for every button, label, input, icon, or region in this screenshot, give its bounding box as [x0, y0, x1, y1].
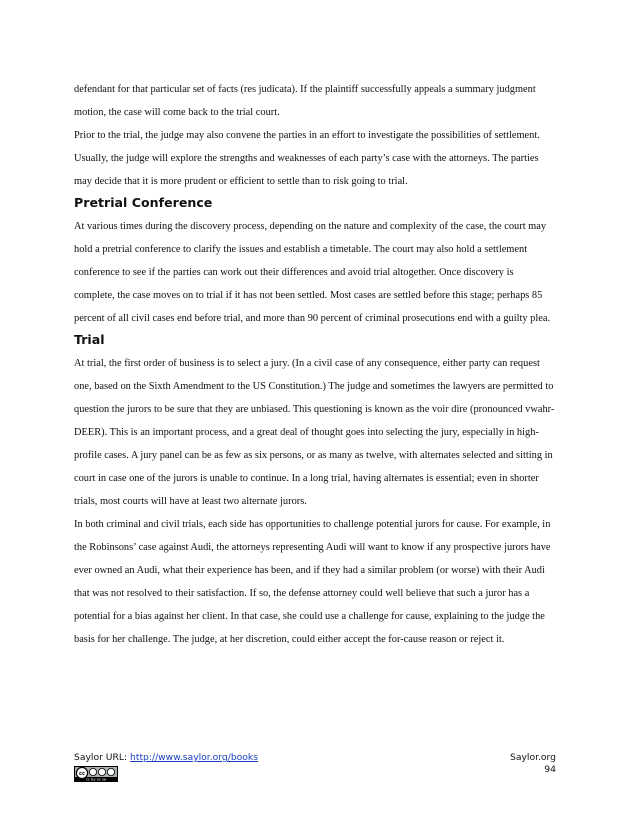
- body-text: [74, 78, 556, 651]
- paragraph: At various times during the discovery process, depending on the nature and complexity of the case, the court may hold a pretrial conference to clarify the issues and establish a timetable. The court may also hold a settlement conference to see if the parties can work out their differences and avoid trial altogether. Once discovery is complete, the case moves on to trial if it has not been settled. Most cases are settled before this stage; perhaps 85 percent of all civil cases end before trial, and more than 90 percent of criminal prosecutions end with a guilty plea.: [74, 221, 551, 324]
- section-heading-trial: Trial: [74, 332, 105, 347]
- creative-commons-license-icon: [74, 766, 118, 782]
- page-number: 94: [544, 764, 556, 775]
- paragraph: At trial, the first order of business is to select a jury. (In a civil case of any consequence, either party can request one, based on the Sixth Amendment to the US Constitution.) The judge and sometimes the lawyers are permitted to question the jurors to be sure that they are unbiased. This questioning is known as the voir dire (pronounced vwahr-DEER). This is an important process, and a great deal of thought goes into selecting the jury, especially in high-profile cases. A jury panel can be as few as six persons, or as many as twelve, with alternates selected and sitting in court in case one of the jurors is unable to continue. In a long trial, having alternates is essential; even in shorter trials, most courts will have at least two alternate jurors.: [74, 358, 555, 507]
- svg-text:cc: cc: [79, 771, 85, 777]
- paragraph: In both criminal and civil trials, each side has opportunities to challenge potential jurors for cause. For example, in the Robinsons’ case against Audi, the attorneys representing Audi will want to know if any prospective jurors have ever owned an Audi, what their experience has been, and if they had a similar problem (or worse) with their Audi that was not resolved to their satisfaction. If so, the defense attorney could well believe that such a juror has a potential for a bias against her client. In that case, she could use a challenge for cause, explaining to the judge the basis for her challenge. The judge, at her discretion, could either accept the for-cause reason or reject it.: [74, 519, 551, 645]
- saylor-books-link[interactable]: http://www.saylor.org/books: [130, 752, 259, 763]
- footer-right: [510, 752, 556, 776]
- paragraph: Prior to the trial, the judge may also convene the parties in an effort to investigate the possibilities of settlement. Usually, the judge will explore the strengths and weaknesses of each party’s case with the attorneys. The parties may decide that it is more prudent or efficient to settle than to risk going to trial.: [74, 130, 540, 187]
- footer-url-label: Saylor URL:: [74, 752, 128, 763]
- section-heading-pretrial-conference: Pretrial Conference: [74, 195, 213, 210]
- footer-site: Saylor.org: [510, 752, 556, 763]
- footer-left: [74, 752, 258, 763]
- svg-text:cc by nc sa: cc by nc sa: [85, 777, 107, 782]
- paragraph: defendant for that particular set of facts (res judicata). If the plaintiff successfully appeals a summary judgment motion, the case will come back to the trial court.: [74, 84, 536, 118]
